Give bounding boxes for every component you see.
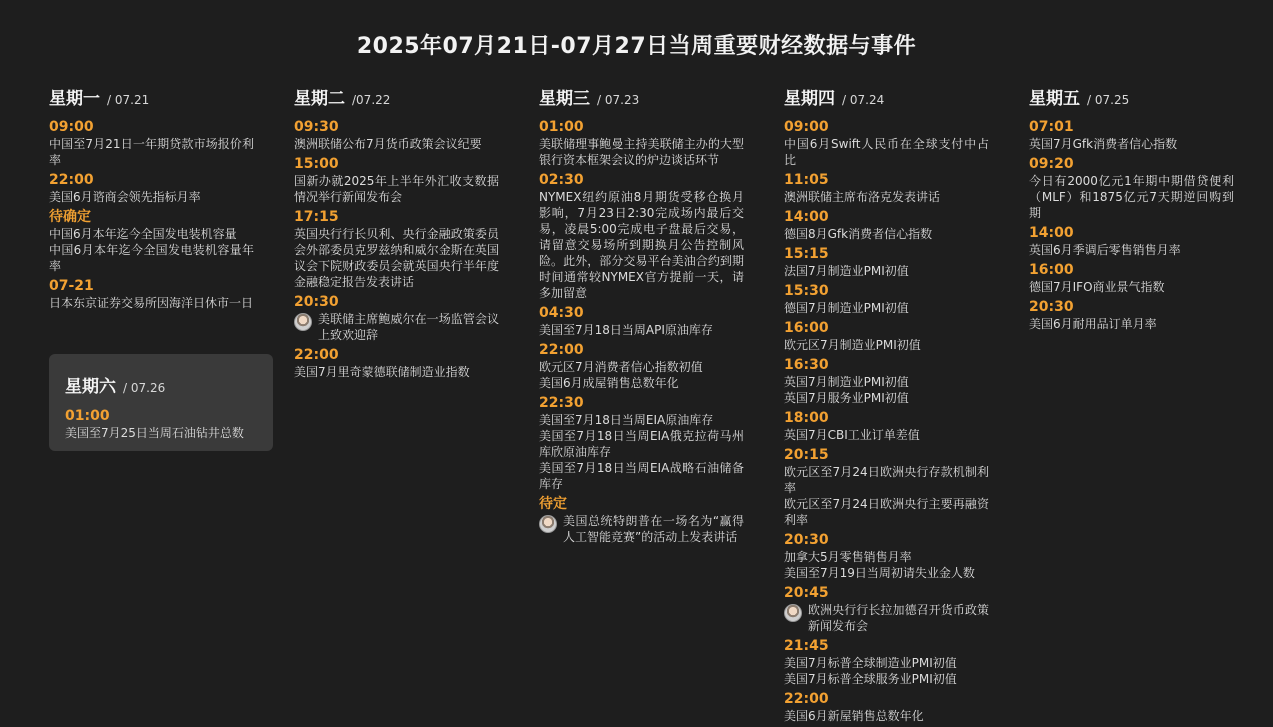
event-item [539,412,744,428]
event-text: 中国至7月21日一年期贷款市场报价利率 [49,137,254,167]
event-group [294,346,499,380]
event-time: 16:00 [1029,262,1074,278]
day-header [65,372,257,397]
event-item [784,374,989,390]
day-name: 星期四 [784,89,835,109]
event-text: 美国6月成屋销售总数年化 [539,376,679,390]
event-text: 美国至7月18日当周EIA俄克拉荷马州库欣原油库存 [539,429,744,459]
event-item [784,602,989,634]
event-group [784,282,989,316]
event-time: 11:05 [784,172,829,188]
event-group [784,409,989,443]
event-group [539,304,744,338]
day-column-2 [294,84,499,383]
event-time: 14:00 [784,209,829,225]
event-time: 09:30 [294,119,339,135]
day-header [1029,84,1234,109]
event-time: 18:00 [784,410,829,426]
event-text: 美联储主席鲍威尔在一场监管会议上致欢迎辞 [318,312,499,342]
event-text: 美国至7月19日当周初请失业金人数 [784,566,975,580]
event-time: 09:20 [1029,156,1074,172]
event-text: 美国至7月18日当周API原油库存 [539,323,713,337]
event-item [1029,279,1234,295]
event-text: 德国7月制造业PMI初值 [784,301,909,315]
event-group [49,208,254,274]
event-text: 英国央行行长贝利、央行金融政策委员会外部委员克罗兹纳和威尔金斯在英国议会下院财政委员会就英国央行半年度金融稳定报告发表讲话 [294,227,499,289]
event-text: 加拿大5月零售销售月率 [784,550,912,564]
event-text: 欧元区至7月24日欧洲央行主要再融资利率 [784,497,989,527]
event-time: 01:00 [65,408,110,424]
event-item [784,390,989,406]
event-group [1029,155,1234,221]
event-time: 20:15 [784,447,829,463]
event-group [1029,118,1234,152]
event-text: 中国6月本年迄今全国发电装机容量 [49,227,237,241]
event-group [1029,224,1234,258]
event-group [294,293,499,343]
event-item [784,496,989,528]
event-time: 22:00 [784,691,829,707]
event-item [1029,242,1234,258]
event-text: 美国6月谘商会领先指标月率 [49,190,201,204]
event-item [1029,136,1234,152]
event-group [49,171,254,205]
event-item [49,242,254,274]
day-column-4 [784,84,989,727]
event-time: 16:30 [784,357,829,373]
event-time: 22:00 [49,172,94,188]
event-group [784,531,989,581]
event-group [784,584,989,634]
speaker-avatar-icon [784,604,802,622]
event-group [294,118,499,152]
event-text: 英国7月CBI工业订单差值 [784,428,920,442]
event-group [539,341,744,391]
event-text: NYMEX纽约原油8月期货受移仓换月影响，7月23日2:30完成场内最后交易，凌晨5:00完成电子盘最后交易，请留意交易场所到期换月公告控制风险。此外，部分交易平台美油合约到期时间通常较NYMEX官方提前一天，请多加留意 [539,190,744,300]
day-header [49,84,254,109]
event-text: 中国6月Swift人民币在全球支付中占比 [784,137,989,167]
event-item [784,226,989,242]
event-group [49,277,254,311]
event-group [539,495,744,545]
event-time: 15:30 [784,283,829,299]
event-item [784,337,989,353]
event-time: 20:30 [784,532,829,548]
event-text: 美联储理事鲍曼主持美联储主办的大型银行资本框架会议的炉边谈话环节 [539,137,744,167]
event-item [784,464,989,496]
day-name: 星期三 [539,89,590,109]
event-item [784,655,989,671]
event-text: 德国7月IFO商业景气指数 [1029,280,1165,294]
event-time: 09:00 [784,119,829,135]
event-text: 中国6月本年迄今全国发电装机容量年率 [49,243,254,273]
event-text: 英国7月服务业PMI初值 [784,391,909,405]
event-group [49,118,254,168]
day-date: / 07.24 [842,93,885,107]
event-item [539,375,744,391]
event-item [539,460,744,492]
event-time: 02:30 [539,172,584,188]
speaker-avatar-icon [294,313,312,331]
event-group [1029,261,1234,295]
event-item [49,189,254,205]
event-text: 美国6月新屋销售总数年化 [784,709,924,723]
event-text: 英国7月制造业PMI初值 [784,375,909,389]
event-text: 美国至7月18日当周EIA原油库存 [539,413,714,427]
day-column-3 [539,84,744,548]
event-time: 20:30 [1029,299,1074,315]
day-name: 星期六 [65,377,116,397]
event-item [784,708,989,724]
event-item [49,136,254,168]
event-text: 日本东京证券交易所因海洋日休市一日 [49,296,254,310]
event-item [784,565,989,581]
event-time: 17:15 [294,209,339,225]
event-group [294,208,499,290]
event-item [784,136,989,168]
page-title: 2025年07月21日-07月27日当周重要财经数据与事件 [356,34,917,59]
event-item [49,226,254,242]
event-time: 22:00 [294,347,339,363]
event-item [784,263,989,279]
event-text: 美国至7月18日当周EIA战略石油储备库存 [539,461,744,491]
event-group [65,407,257,441]
event-group [1029,298,1234,332]
event-time: 22:30 [539,395,584,411]
event-item [294,311,499,343]
event-text: 法国7月制造业PMI初值 [784,264,909,278]
event-group [539,118,744,168]
event-time: 22:00 [539,342,584,358]
event-time: 21:45 [784,638,829,654]
event-item [294,226,499,290]
event-time: 14:00 [1029,225,1074,241]
event-text: 英国7月Gfk消费者信心指数 [1029,137,1178,151]
day-date: / 07.23 [597,93,640,107]
event-time: 04:30 [539,305,584,321]
event-text: 欧元区7月消费者信心指数初值 [539,360,703,374]
speaker-avatar-icon [539,515,557,533]
event-item [65,425,257,441]
event-group [784,356,989,406]
event-time: 20:30 [294,294,339,310]
day-name: 星期二 [294,89,345,109]
event-time: 16:00 [784,320,829,336]
event-text: 欧元区至7月24日欧洲央行存款机制利率 [784,465,989,495]
event-text: 美国至7月25日当周石油钻井总数 [65,426,244,440]
event-group [784,690,989,724]
event-text: 美国6月耐用品订单月率 [1029,317,1157,331]
event-item [539,359,744,375]
event-item [539,136,744,168]
event-group [784,208,989,242]
event-group [539,171,744,301]
event-text: 美国7月标普全球服务业PMI初值 [784,672,957,686]
event-text: 美国总统特朗普在一场名为“赢得人工智能竞赛”的活动上发表讲话 [563,514,744,544]
day-date: /07.22 [352,93,391,107]
day-column-1 [49,84,254,314]
event-text: 欧洲央行行长拉加德召开货币政策新闻发布会 [808,603,989,633]
event-text: 澳洲联储主席布洛克发表讲话 [784,190,941,204]
event-item [784,427,989,443]
event-text: 英国6月季调后零售销售月率 [1029,243,1181,257]
event-time: 待定 [539,496,567,512]
event-text: 美国7月里奇蒙德联储制造业指数 [294,365,470,379]
event-group [784,171,989,205]
event-item [784,671,989,687]
event-text: 国新办就2025年上半年外汇收支数据情况举行新闻发布会 [294,174,499,204]
event-item [784,300,989,316]
event-item [539,513,744,545]
event-item [539,322,744,338]
event-time: 15:15 [784,246,829,262]
event-time: 07:01 [1029,119,1074,135]
event-item [539,428,744,460]
day-date: / 07.21 [107,93,150,107]
event-item [1029,173,1234,221]
event-text: 欧元区7月制造业PMI初值 [784,338,921,352]
day-header [539,84,744,109]
day-date: / 07.26 [123,381,166,395]
day-name: 星期一 [49,89,100,109]
day-column-5 [1029,84,1234,335]
event-group [784,637,989,687]
event-item [539,189,744,301]
event-group [784,245,989,279]
event-item [294,136,499,152]
event-item [784,549,989,565]
event-time: 待确定 [49,209,91,225]
event-item [49,295,254,311]
event-group [784,118,989,168]
event-text: 美国7月标普全球制造业PMI初值 [784,656,957,670]
event-time: 20:45 [784,585,829,601]
event-group [784,319,989,353]
event-text: 今日有2000亿元1年期中期借贷便利（MLF）和1875亿元7天期逆回购到期 [1029,174,1234,220]
saturday-card [49,354,273,451]
event-item [1029,316,1234,332]
day-date: / 07.25 [1087,93,1130,107]
event-item [294,173,499,205]
event-group [539,394,744,492]
event-time: 07-21 [49,278,94,294]
event-group [294,155,499,205]
event-time: 01:00 [539,119,584,135]
event-item [784,189,989,205]
event-group [784,446,989,528]
event-text: 德国8月Gfk消费者信心指数 [784,227,933,241]
event-item [294,364,499,380]
day-name: 星期五 [1029,89,1080,109]
event-time: 15:00 [294,156,339,172]
day-header [294,84,499,109]
event-time: 09:00 [49,119,94,135]
event-text: 澳洲联储公布7月货币政策会议纪要 [294,137,482,151]
day-header [784,84,989,109]
